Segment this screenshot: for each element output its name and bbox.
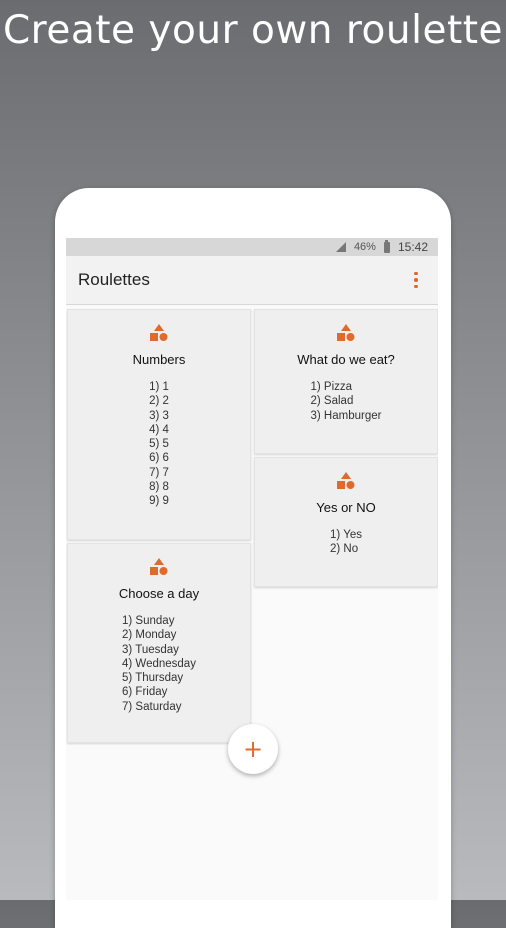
add-roulette-button[interactable]: + (228, 724, 278, 774)
shapes-icon (150, 324, 168, 342)
shapes-icon (337, 472, 355, 490)
app-bar (66, 256, 438, 305)
list-item: 2) Salad (310, 395, 354, 408)
app-screen (66, 238, 438, 900)
card-title: Numbers (132, 352, 186, 367)
list-item: 2) 2 (149, 395, 169, 408)
list-item: 7) Saturday (122, 700, 182, 713)
shapes-icon (337, 324, 355, 342)
roulette-card-what-do-we-eat[interactable] (254, 309, 438, 454)
list-item: 3) 3 (149, 409, 169, 422)
battery-percent: 46% (353, 241, 376, 253)
card-items (330, 528, 362, 557)
card-title: What do we eat? (297, 352, 395, 367)
list-item: 7) 7 (149, 466, 169, 479)
list-item: 4) 4 (149, 423, 169, 436)
card-items (122, 614, 196, 714)
list-item: 3) Tuesday (122, 643, 179, 656)
promo-headline: Create your own roulette (2, 8, 504, 53)
card-items (311, 380, 382, 423)
list-item: 4) Wednesday (122, 657, 196, 670)
signal-icon (336, 242, 346, 252)
list-item: 6) Friday (122, 686, 168, 699)
shapes-icon (150, 558, 168, 576)
list-item: 1) Sunday (122, 615, 175, 627)
status-time: 15:42 (397, 240, 428, 254)
list-item: 1) Yes (330, 529, 362, 541)
status-bar (66, 238, 438, 256)
list-item: 5) 5 (149, 438, 169, 451)
list-item: 2) Monday (122, 629, 177, 642)
list-item: 2) No (330, 543, 359, 556)
roulette-card-choose-a-day[interactable] (67, 543, 251, 743)
list-item: 5) Thursday (122, 672, 184, 685)
list-item: 9) 9 (149, 495, 169, 508)
app-title: Roulettes (78, 270, 150, 289)
list-item: 3) Hamburger (310, 409, 382, 422)
list-item: 1) 1 (149, 381, 169, 393)
roulette-card-yes-or-no[interactable] (254, 457, 438, 587)
battery-icon (384, 242, 390, 253)
list-item: 6) 6 (149, 452, 169, 465)
card-title: Choose a day (118, 586, 200, 601)
card-items (149, 380, 169, 509)
overflow-menu-icon[interactable] (406, 268, 426, 292)
battery-icon-wrap (384, 242, 390, 253)
list-item: 1) Pizza (310, 381, 353, 393)
list-item: 8) 8 (149, 481, 169, 494)
roulette-card-numbers[interactable] (67, 309, 251, 540)
card-title: Yes or NO (316, 500, 376, 515)
